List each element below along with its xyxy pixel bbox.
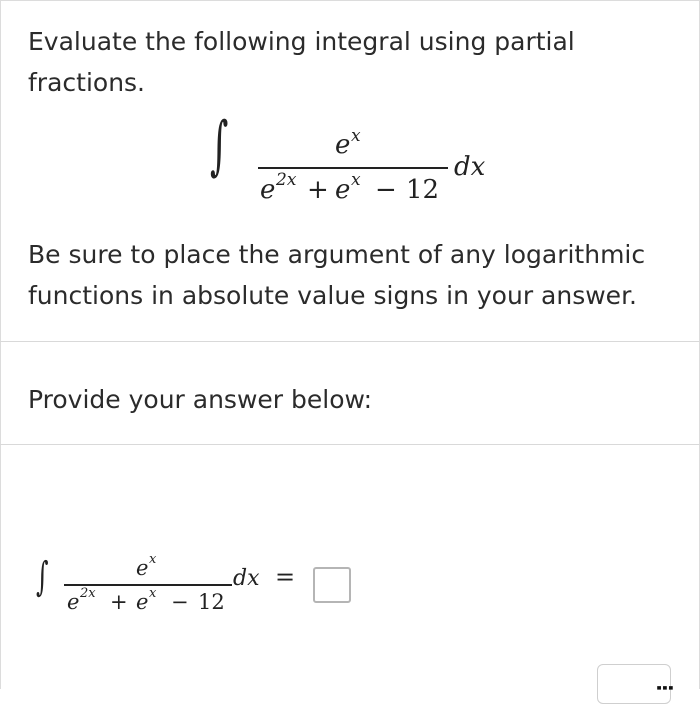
fraction-bar <box>258 167 448 169</box>
denominator-term2-exponent: x <box>351 170 361 190</box>
answer-label: Provide your answer below: <box>28 385 372 414</box>
integral-sign: ∫ <box>210 109 229 183</box>
numerator-exponent: x <box>351 126 361 146</box>
denominator-constant: 12 <box>198 590 225 614</box>
plus-sign: + <box>307 175 329 205</box>
numerator-exponent: x <box>149 552 157 567</box>
minus-sign: − <box>171 590 189 614</box>
instruction-text: Be sure to place the argument of any logarithmic functions in absolute value signs in your answer. <box>28 240 646 310</box>
section-divider <box>0 341 700 342</box>
denominator-term1-base: e <box>67 590 80 614</box>
differential: dx <box>454 152 486 182</box>
denominator-term1-exponent: 2x <box>80 586 96 601</box>
plus-sign: + <box>110 590 128 614</box>
denominator-term1-base: e <box>260 175 276 205</box>
denominator-term2-base: e <box>136 590 149 614</box>
numerator-base: e <box>136 556 149 580</box>
denominator-term2-base: e <box>335 175 351 205</box>
denominator-term2-exponent: x <box>149 586 157 601</box>
denominator-term1-exponent: 2x <box>276 170 297 190</box>
differential: dx <box>233 566 260 591</box>
numerator-base: e <box>335 130 351 160</box>
equals-sign: = <box>275 563 296 591</box>
answer-input-box[interactable] <box>313 567 351 603</box>
minus-sign: − <box>375 175 397 205</box>
vertical-ellipsis-icon: ⋮ <box>653 677 677 695</box>
more-options-button[interactable] <box>597 664 677 704</box>
section-divider <box>0 444 700 445</box>
question-prompt: Evaluate the following integral using partial fractions. <box>28 27 575 97</box>
denominator-constant: 12 <box>406 175 440 205</box>
integral-sign: ∫ <box>36 554 49 600</box>
